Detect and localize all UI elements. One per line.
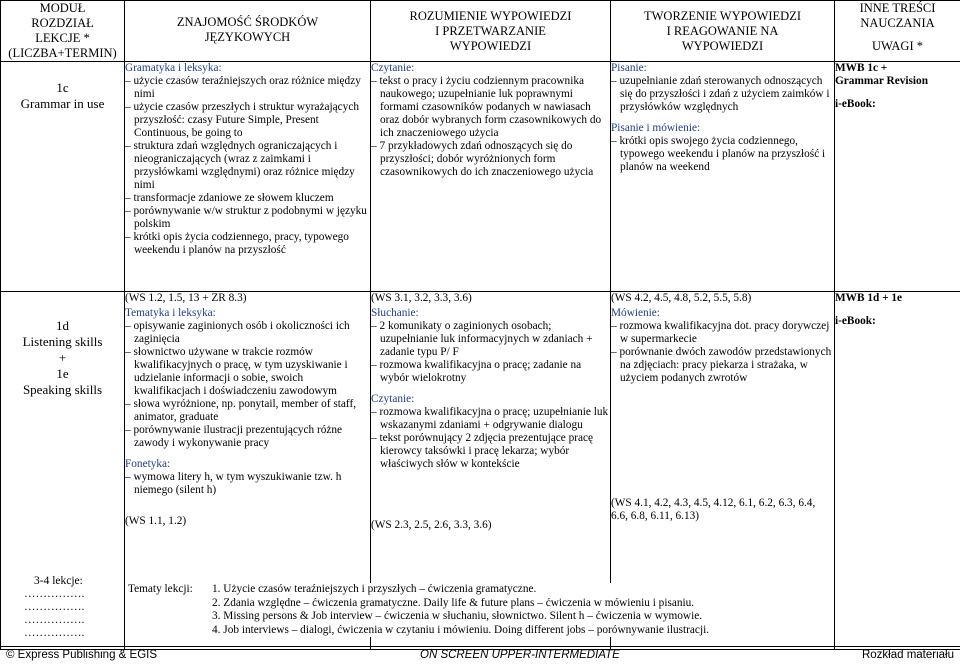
writing-cell xyxy=(611,62,835,292)
list-item: – transformacje zdaniowe ze słowem kluczem xyxy=(125,192,370,205)
listening-list xyxy=(371,320,610,385)
list-item: – krótki opis życia codziennego, pracy, typowego weekendu i planów na przyszłość xyxy=(125,231,370,257)
list-item: – użycie czasów teraźniejszych oraz różnice między nimi xyxy=(125,75,370,101)
reading-label: Czytanie: xyxy=(371,393,610,406)
list-item: – porównywanie ilustracji prezentujących różne zawody i wykonywanie pracy xyxy=(125,424,370,450)
header-other: INNE TREŚCI NAUCZANIA UWAGI * xyxy=(835,1,960,62)
topics-label: Tematy lekcji: xyxy=(128,583,212,597)
page-footer xyxy=(0,646,960,665)
ws-reference-bottom: (WS 2.3, 2.5, 2.6, 3.3, 3.6) xyxy=(371,519,610,532)
list-item: – tekst o pracy i życiu codziennym pracownika naukowego; uzupełnianie luk poprawnymi formami czasowników podanych w nawiasach oraz dobór wybranych form czasownikowych do ich znaczeniowego użycia xyxy=(371,75,610,140)
header-comprehension: ROZUMIENIE WYPOWIEDZI I PRZETWARZANIE WYPOWIEDZI xyxy=(371,1,611,62)
grammar-cell xyxy=(125,62,371,292)
reading-cell xyxy=(371,62,611,292)
other-cell-1d-1e: MWB 1d + 1e i-eBook: xyxy=(835,292,960,650)
lesson-topics xyxy=(128,583,709,637)
vocabulary-label: Tematyka i leksyka: xyxy=(125,307,370,320)
topic-item: 4. Job interviews – dialogi, ćwiczenia w czytaniu i mówieniu. Doing different jobs – porównywanie ilustracji. xyxy=(212,624,709,638)
speaking-list xyxy=(611,320,834,385)
topic-item: 1. Użycie czasów teraźniejszych i przyszłych – ćwiczenia gramatyczne. xyxy=(212,583,536,597)
list-item: – rozmowa kwalifikacyjna o pracę; zadanie na wybór wielokrotny xyxy=(371,359,610,385)
grammar-label: Gramatyka i leksyka: xyxy=(125,62,370,75)
list-item: – opisywanie zaginionych osób i okoliczności ich zaginięcia xyxy=(125,320,370,346)
list-item: – krótki opis swojego życia codziennego, typowego weekendu i planów na przyszłość i planów na weekend xyxy=(611,135,834,174)
list-item: – słowa wyróżnione, np. ponytail, member of staff, animator, graduate xyxy=(125,398,370,424)
list-item: – wymowa litery h, w tym wyszukiwanie tzw. h niemego (silent h) xyxy=(125,471,370,497)
list-item: – słownictwo używane w trakcie rozmów kwalifikacyjnych o pracę, w tym uzyskiwanie i udzielanie informacji o sobie, swoich kwalifikacjach i doświadczeniu zawodowym xyxy=(125,346,370,398)
header-row xyxy=(1,1,960,62)
lesson-cell-1c: 1c Grammar in use xyxy=(1,62,125,292)
list-item: – rozmowa kwalifikacyjna dot. pracy dorywczej w supermarkecie xyxy=(611,320,834,346)
list-item: – porównanie dwóch zawodów przedstawionych na zdjęciach: pracy piekarza i strażaka, w użyciem podanych zwrotów xyxy=(611,346,834,385)
list-item: – uzupełnianie zdań sterowanych odnoszących się do przyszłości i zdań z użyciem zaimków i przysłówków względnych xyxy=(611,75,834,114)
ws-reference-bottom: (WS 4.1, 4.2, 4.3, 4.5, 4.12, 6.1, 6.2, 6.3, 6.4, 6.6, 6.8, 6.11, 6.13) xyxy=(611,497,834,523)
speaking-label: Mówienie: xyxy=(611,307,834,320)
ws-reference-bottom: (WS 1.1, 1.2) xyxy=(125,515,370,528)
topic-item: 2. Zdania względne – ćwiczenia gramatyczne. Daily life & future plans – ćwiczenia w mówieniu i pisaniu. xyxy=(212,597,694,611)
reading-list xyxy=(371,406,610,471)
vocabulary-list xyxy=(125,320,370,450)
list-item: – 7 przykładowych zdań odnoszących się do przyszłości; dobór wyróżnionych form czasownikowych do ich znaczeniowego użycia xyxy=(371,140,610,179)
writing-list xyxy=(611,75,834,114)
footer-copyright: © Express Publishing & EGIS xyxy=(6,649,157,661)
ws-reference: (WS 4.2, 4.5, 4.8, 5.2, 5.5, 5.8) xyxy=(611,292,834,305)
reading-label: Czytanie: xyxy=(371,62,610,75)
list-item: – użycie czasów przeszłych i struktur wyrażających przyszłość: czasy Future Simple, Present Continuous, be going to xyxy=(125,101,370,140)
list-item: – porównywanie w/w struktur z podobnymi w języku polskim xyxy=(125,205,370,231)
listening-label: Słuchanie: xyxy=(371,307,610,320)
row-1c xyxy=(1,62,960,292)
grammar-list xyxy=(125,75,370,257)
header-language-means: ZNAJOMOŚĆ ŚRODKÓW JĘZYKOWYCH xyxy=(125,1,371,62)
other-cell-1c: MWB 1c + Grammar Revision i-eBook: xyxy=(835,62,960,292)
list-item: – tekst porównujący 2 zdjęcia prezentujące pracę kierowcy taksówki i pracę lekarza; wybór właściwych słów w kontekście xyxy=(371,432,610,471)
phonetics-label: Fonetyka: xyxy=(125,458,370,471)
writing-speaking-list xyxy=(611,135,834,174)
footer-title: ON SCREEN UPPER-INTERMEDIATE xyxy=(420,649,620,661)
ws-reference: (WS 3.1, 3.2, 3.3, 3.6) xyxy=(371,292,610,305)
list-item: – struktura zdań względnych ograniczających i nieograniczających (wraz z zaimkami i przysłówkami względnymi) oraz różnice między nimi xyxy=(125,140,370,192)
topic-item: 3. Missing persons & Job interview – ćwiczenia w słuchaniu, słownictwo. Silent h – ćwiczenia w wymowie. xyxy=(212,610,702,624)
list-item: – 2 komunikaty o zaginionych osobach; uzupełnianie luk informacyjnych w zdaniach + zadanie typu P/ F xyxy=(371,320,610,359)
header-production: TWORZENIE WYPOWIEDZI I REAGOWANIE NA WYPOWIEDZI xyxy=(611,1,835,62)
lesson-cell-1d-1e: 1d Listening skills + 1e Speaking skills xyxy=(1,292,125,650)
writing-speaking-label: Pisanie i mówienie: xyxy=(611,122,834,135)
footer-doc-type: Rozkład materiału xyxy=(862,649,954,661)
ws-reference: (WS 1.2, 1.5, 13 + ZR 8.3) xyxy=(125,292,370,305)
lesson-count-notes: 3-4 lekcje: ……………. ……………. ……………. ……………. xyxy=(24,575,84,640)
list-item: – rozmowa kwalifikacyjna o pracę; uzupełnianie luk wskazanymi zdaniami + odgrywanie dialogu xyxy=(371,406,610,432)
header-module: MODUŁ ROZDZIAŁ LEKCJE * (LICZBA+TERMIN) xyxy=(1,1,125,62)
phonetics-list xyxy=(125,471,370,497)
writing-label: Pisanie: xyxy=(611,62,834,75)
reading-list xyxy=(371,75,610,179)
